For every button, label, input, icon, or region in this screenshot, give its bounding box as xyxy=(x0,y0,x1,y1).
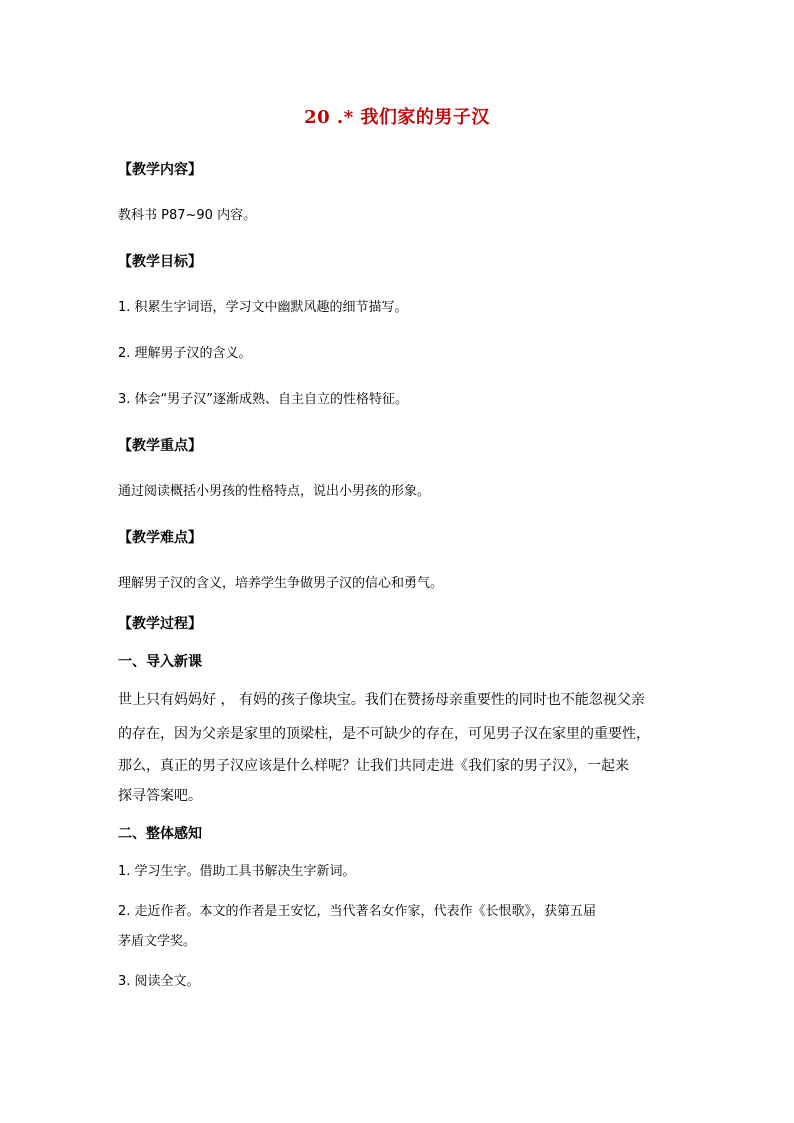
overall-item: 3. 阅读全文。 xyxy=(118,974,200,989)
goal-item: 3. 体会“男子汉”逐渐成熟、自主自立的性格特征。 xyxy=(118,392,409,407)
process-heading: 【教学过程】 xyxy=(118,616,202,632)
goals-heading: 【教学目标】 xyxy=(118,254,202,270)
overall-item: 茅盾文学奖。 xyxy=(118,934,197,949)
intro-heading: 一、导入新课 xyxy=(118,654,202,670)
intro-line: 那么，真正的男子汉应该是什么样呢？让我们共同走进《我们家的男子汉》，一起来 xyxy=(118,758,629,774)
key-text: 通过阅读概括小男孩的性格特点，说出小男孩的形象。 xyxy=(118,484,431,499)
content-heading: 【教学内容】 xyxy=(118,162,202,178)
intro-line: 世上只有妈妈好 ， 有妈的孩子像块宝。我们在赞扬母亲重要性的同时也不能忽视父亲 xyxy=(118,692,645,708)
difficulty-text: 理解男子汉的含义，培养学生争做男子汉的信心和勇气。 xyxy=(118,576,444,591)
overall-item: 2. 走近作者。本文的作者是王安忆，当代著名女作家，代表作《长恨歌》，获第五届 xyxy=(118,904,597,919)
intro-line: 探寻答案吧。 xyxy=(118,788,202,804)
difficulty-heading: 【教学难点】 xyxy=(118,530,202,546)
key-heading: 【教学重点】 xyxy=(118,438,202,454)
goal-item: 2. 理解男子汉的含义。 xyxy=(118,346,252,361)
content-text: 教科书 P87~90 内容。 xyxy=(118,208,257,223)
goal-item: 1. 积累生字词语，学习文中幽默风趣的细节描写。 xyxy=(118,300,408,315)
page-title: 20 .* 我们家的男子汉 xyxy=(304,107,490,128)
overall-item: 1. 学习生字。借助工具书解决生字新词。 xyxy=(118,864,356,879)
intro-line: 的存在，因为父亲是家里的顶梁柱，是不可缺少的存在，可见男子汉在家里的重要性， xyxy=(118,726,650,742)
overall-heading: 二、整体感知 xyxy=(118,826,202,842)
